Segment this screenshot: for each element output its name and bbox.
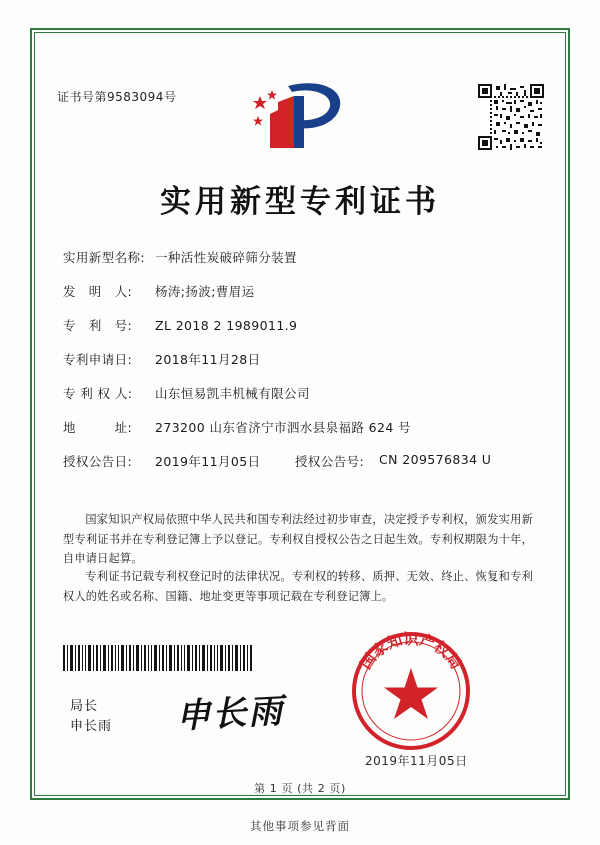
field-label: 专 利 号: [63,318,133,333]
barcode [63,645,253,671]
grant-publication-label: 授权公告号: [295,454,365,469]
cnipa-logo-icon [248,80,344,152]
field-row [63,418,537,436]
field-row [63,282,537,300]
field-value: 山东恒易凯丰机械有限公司 [155,386,310,401]
field-label: 实用新型名称: [63,250,146,265]
field-value: ZL 2018 2 1989011.9 [155,318,298,333]
grant-publication-value: CN 209576834 U [379,452,492,467]
field-value: 2018年11月28日 [155,352,261,367]
field-label: 专 利 权 人: [63,386,133,401]
official-seal [350,630,472,752]
patent-fields [63,248,537,486]
field-value: 273200 山东省济宁市泗水县泉福路 624 号 [155,420,411,435]
director-title [70,697,112,737]
field-label: 专利申请日: [63,352,133,367]
field-row [63,248,537,266]
field-row [63,384,537,402]
field-row [63,316,537,334]
legal-paragraph-1 [63,510,533,569]
grant-date-value: 2019年11月05日 [155,454,261,469]
field-label: 发 明 人: [63,284,133,299]
director-title-line1: 局长 [70,699,99,714]
field-row [63,350,537,368]
svg-text:国家知识产权局: 国家知识产权局 [356,630,466,673]
field-value: 一种活性炭破碎筛分装置 [155,250,297,265]
director-name: 申长雨 [70,719,113,735]
director-handwritten-signature: 申长雨 [175,691,286,737]
grant-date-label: 授权公告日: [63,454,133,469]
page-number: 第 1 页 (共 2 页) [254,782,346,795]
grant-row [63,452,537,470]
footer-note: 其他事项参见背面 [250,819,350,833]
field-label: 地 址: [63,420,133,435]
field-value: 杨涛;扬波;曹眉运 [155,284,255,299]
seal-date: 2019年11月05日 [365,754,468,768]
certificate-number: 证书号第9583094号 [57,90,177,104]
legal-paragraph-2 [63,567,533,606]
qr-code [478,84,544,150]
legal-paragraph-2-text: 专利证书记载专利权登记时的法律状况。专利权的转移、质押、无效、终止、恢复和专利权人的姓名或名称、国籍、地址变更等事项记载在专利登记簿上。 [63,570,533,603]
page-title: 实用新型专利证书 [160,184,440,220]
legal-paragraph-1-text: 国家知识产权局依照中华人民共和国专利法经过初步审查，决定授予专利权，颁发实用新型专利证书并在专利登记簿上予以登记。专利权自授权公告之日起生效。专利权期限为十年，自申请日起算。 [63,513,533,566]
